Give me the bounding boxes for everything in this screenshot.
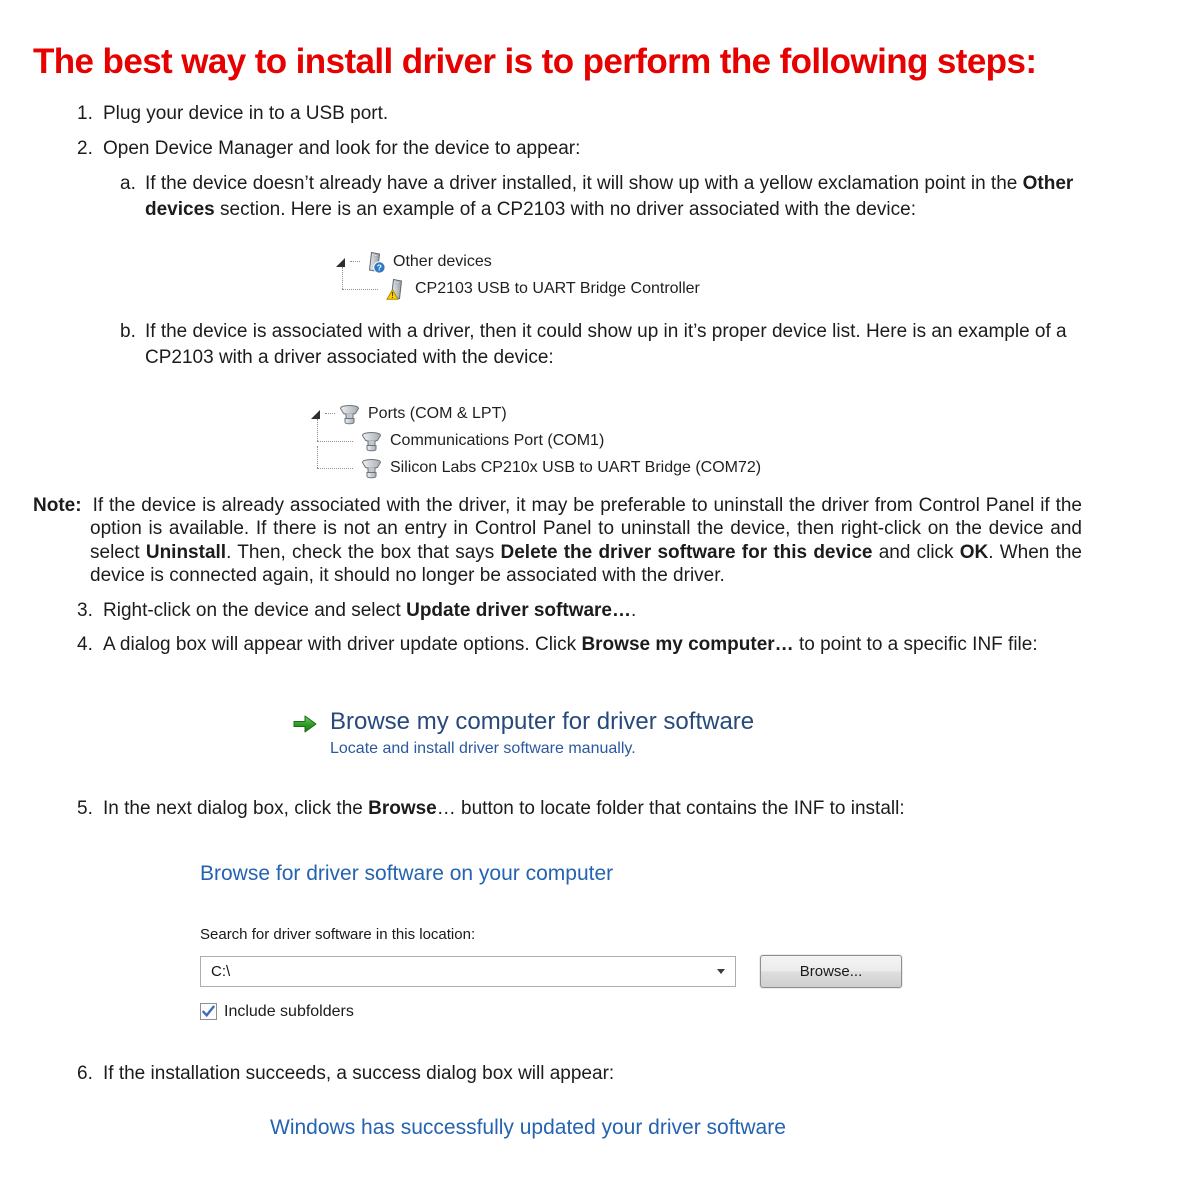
step-1-text: Plug your device in to a USB port. bbox=[103, 102, 389, 124]
note-seg1: If the device is already associated with the driver, it may be preferable to uninstall the driver from Control Panel if the option is available. If there is not an entry in Control Panel to uninstall the device, then right-click on the device and select bbox=[90, 494, 1082, 563]
note-seg4: . When the device is connected again, it should no longer be associated with the driver. bbox=[90, 541, 1082, 587]
serial-port-icon bbox=[360, 457, 383, 480]
warning-device-icon bbox=[385, 278, 408, 301]
step-5-post: … button to locate folder that contains the INF to install: bbox=[436, 797, 905, 819]
search-location-label: Search for driver software in this location: bbox=[200, 925, 476, 943]
tree-elbow-connector bbox=[310, 455, 360, 482]
step-2 bbox=[77, 136, 1200, 162]
device-manager-screenshot-ports bbox=[310, 401, 1200, 482]
step-4-number: 4. bbox=[77, 633, 93, 655]
step-2b-letter: b. bbox=[120, 320, 136, 342]
tree-item-ports[interactable]: Ports (COM & LPT) bbox=[368, 405, 507, 423]
wizard-option-text bbox=[330, 708, 754, 758]
step-4-text bbox=[103, 632, 1038, 658]
step-3-text bbox=[103, 598, 636, 624]
tree-item-cp2103[interactable]: CP2103 USB to UART Bridge Controller bbox=[415, 280, 700, 298]
tree-dotted-connector bbox=[325, 413, 335, 415]
step-3-pre: Right-click on the device and select bbox=[103, 599, 407, 621]
step-2-number: 2. bbox=[77, 137, 93, 159]
note-label: Note: bbox=[33, 494, 82, 516]
step-5-pre: In the next dialog box, click the bbox=[103, 797, 369, 819]
step-4-post: to point to a specific INF file: bbox=[793, 633, 1038, 655]
tree-elbow-connector bbox=[335, 276, 385, 303]
browse-dialog-fragment bbox=[0, 862, 1200, 1021]
step-3-number: 3. bbox=[77, 599, 93, 621]
step-5-number: 5. bbox=[77, 797, 93, 819]
step-3-post: . bbox=[631, 599, 637, 621]
step-2a-letter: a. bbox=[120, 172, 136, 194]
search-location-row bbox=[200, 955, 1200, 988]
step-2a-pre: If the device doesn’t already have a driver installed, it will show up with a yellow exclamation point in the bbox=[145, 172, 1023, 194]
tree-row-com1[interactable] bbox=[310, 428, 1200, 455]
tree-item-other-devices[interactable]: Other devices bbox=[393, 253, 492, 271]
step-4 bbox=[77, 632, 1200, 658]
svg-text:?: ? bbox=[376, 262, 383, 273]
step-3 bbox=[77, 598, 1200, 624]
tree-row-com72[interactable] bbox=[310, 455, 1200, 482]
step-4-pre: A dialog box will appear with driver update options. Click bbox=[103, 633, 582, 655]
step-1-number: 1. bbox=[77, 102, 93, 124]
step-2a-bold: Other devices bbox=[145, 172, 1074, 220]
step-6-number: 6. bbox=[77, 1062, 93, 1084]
tree-row-ports[interactable] bbox=[310, 401, 1200, 428]
note-seg3: and click bbox=[872, 541, 960, 563]
step-1 bbox=[77, 101, 1200, 127]
tree-item-com1[interactable]: Communications Port (COM1) bbox=[390, 432, 605, 450]
note-bold-uninstall: Uninstall bbox=[145, 541, 227, 563]
step-3-bold: Update driver software… bbox=[406, 599, 632, 621]
step-2a-post: section. Here is an example of a CP2103 with no driver associated with the device: bbox=[214, 198, 916, 220]
svg-text:!: ! bbox=[391, 290, 394, 300]
step-5-bold: Browse bbox=[368, 797, 437, 819]
step-5 bbox=[77, 796, 1200, 822]
location-combobox[interactable] bbox=[200, 956, 736, 987]
green-arrow-icon bbox=[292, 712, 318, 736]
serial-port-icon bbox=[338, 403, 361, 426]
tree-expander-icon[interactable] bbox=[335, 257, 346, 268]
serial-port-icon bbox=[360, 430, 383, 453]
page-title: The best way to install driver is to perform the following steps: bbox=[33, 42, 1037, 81]
include-subfolders-checkbox[interactable] bbox=[200, 1003, 217, 1020]
success-message: Windows has successfully updated your driver software bbox=[270, 1115, 786, 1139]
note-paragraph bbox=[33, 494, 1082, 588]
step-2b-text: If the device is associated with a driver, then it could show up in it’s proper device list. Here is an example of a CP2103 with a driver associated with the device: bbox=[145, 320, 1067, 368]
tree-row-cp2103[interactable] bbox=[335, 276, 1200, 303]
browse-dialog-title: Browse for driver software on your computer bbox=[200, 861, 614, 885]
step-2a bbox=[120, 171, 1200, 223]
tree-dotted-connector bbox=[350, 261, 360, 263]
tree-expander-icon[interactable] bbox=[310, 409, 321, 420]
step-6-text: If the installation succeeds, a success dialog box will appear: bbox=[103, 1062, 615, 1084]
browse-button[interactable]: Browse... bbox=[760, 955, 902, 988]
unknown-device-icon bbox=[363, 251, 386, 274]
step-4-bold: Browse my computer… bbox=[581, 633, 794, 655]
step-6 bbox=[77, 1061, 1200, 1087]
tree-row-other-devices[interactable] bbox=[335, 249, 1200, 276]
location-combobox-value[interactable]: C:\ bbox=[211, 962, 231, 980]
step-2b bbox=[120, 319, 1200, 371]
dropdown-arrow-icon[interactable] bbox=[717, 969, 725, 974]
wizard-option-subtitle: Locate and install driver software manually. bbox=[330, 739, 636, 757]
step-5-text bbox=[103, 796, 905, 822]
note-seg2: . Then, check the box that says bbox=[226, 541, 501, 563]
include-subfolders-label[interactable]: Include subfolders bbox=[224, 1002, 354, 1020]
note-bold-ok: OK bbox=[959, 541, 989, 563]
wizard-option-browse-computer[interactable] bbox=[292, 708, 1200, 758]
include-subfolders-row bbox=[200, 1003, 1200, 1021]
tree-item-com72[interactable]: Silicon Labs CP210x USB to UART Bridge (COM72) bbox=[390, 459, 762, 477]
step-2a-text bbox=[145, 171, 1083, 223]
step-2-text: Open Device Manager and look for the device to appear: bbox=[103, 137, 581, 159]
wizard-option-title[interactable]: Browse my computer for driver software bbox=[330, 707, 755, 735]
device-manager-screenshot-other-devices bbox=[335, 249, 1200, 303]
note-bold-delete-driver: Delete the driver software for this device bbox=[500, 541, 873, 563]
